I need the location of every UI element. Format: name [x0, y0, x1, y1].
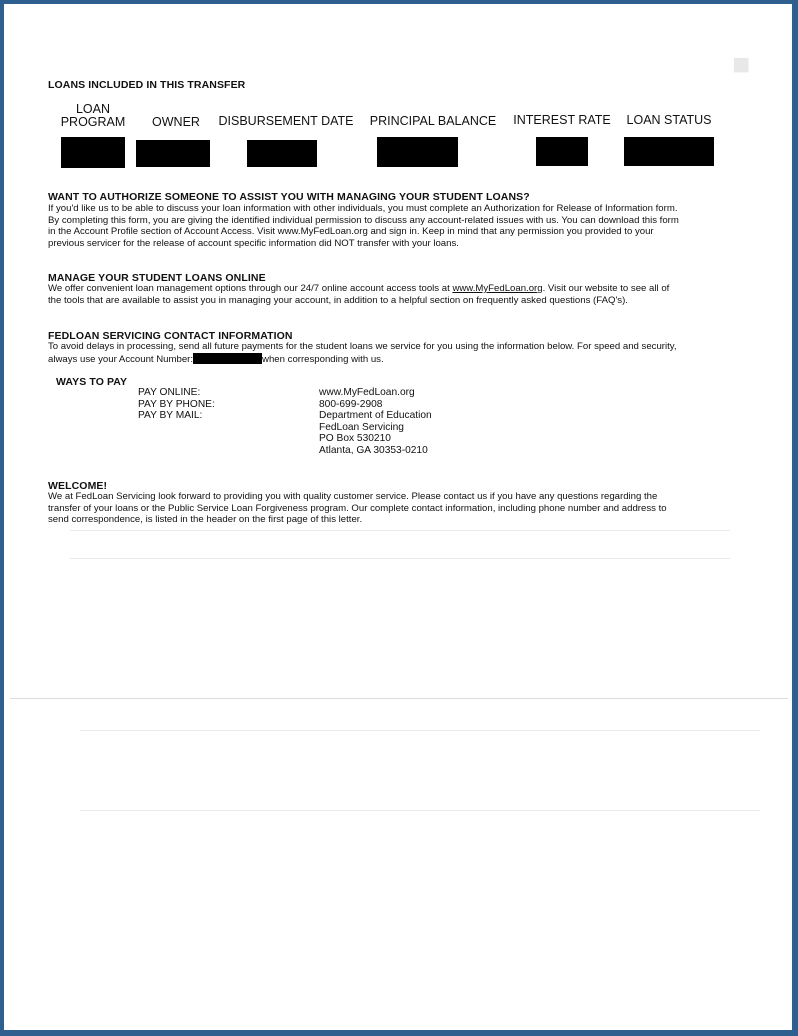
- text-line: By completing this form, you are giving the identified individual permission to discuss any account-related issues with us. You can download this form: [48, 214, 679, 226]
- col-principal-balance: PRINCIPAL BALANCE: [369, 114, 497, 128]
- pay-phone-label: PAY BY PHONE:: [138, 398, 215, 410]
- text-line: the tools that are available to assist you in managing your account, in addition to a helpful section on frequently asked questions (FAQ's).: [48, 294, 628, 306]
- text-span: when corresponding with us.: [262, 353, 384, 365]
- col-loan-status: LOAN STATUS: [626, 113, 712, 127]
- text-line: in the Account Profile section of Account Access. Visit www.MyFedLoan.org and sign in. Keep in mind that any permission you provided to your: [48, 226, 654, 238]
- welcome-heading: WELCOME!: [48, 480, 108, 492]
- bleed-line: [80, 810, 760, 811]
- col-loan-program: [58, 103, 128, 129]
- pay-values: [319, 387, 432, 457]
- text-span: We offer convenient loan management options through our 24/7 online account access tools at: [48, 283, 453, 294]
- text-span: always use your Account Number:: [48, 353, 194, 365]
- pay-phone-value: 800-699-2908: [319, 398, 383, 410]
- account-number-redaction: [193, 353, 262, 364]
- bleed-line: [70, 558, 730, 559]
- redaction-box: [377, 137, 458, 167]
- manage-paragraph: [48, 283, 669, 306]
- contact-paragraph: [48, 341, 677, 365]
- mail-address-line: PO Box 530210: [319, 433, 391, 445]
- bleed-through-mark: ■: [732, 48, 751, 81]
- mail-address-line: Atlanta, GA 30353-0210: [319, 444, 428, 456]
- bleed-line: [10, 698, 788, 699]
- text-line: [48, 353, 677, 366]
- redaction-box: [247, 140, 317, 167]
- pay-mail-label: PAY BY MAIL:: [138, 410, 203, 422]
- text-line: If you'd like us to be able to discuss your loan information with other individuals, you must complete an Authorization for Release of Information form.: [48, 203, 678, 214]
- col-loan-label: LOAN: [75, 102, 111, 116]
- myfedloan-link[interactable]: www.MyFedLoan.org: [452, 283, 543, 294]
- bleed-line: [70, 530, 730, 531]
- text-line: We at FedLoan Servicing look forward to providing you with quality customer service. Please contact us if you have any questions regarding the: [48, 491, 658, 502]
- ways-to-pay-heading: WAYS TO PAY: [56, 376, 128, 388]
- col-interest-rate: INTEREST RATE: [513, 113, 611, 127]
- pay-online-label: PAY ONLINE:: [138, 387, 201, 398]
- authorize-paragraph: [48, 203, 679, 249]
- text-line: previous servicer for the release of account specific information did NOT transfer with your loans.: [48, 237, 459, 249]
- redaction-box: [624, 137, 714, 166]
- authorize-heading: WANT TO AUTHORIZE SOMEONE TO ASSIST YOU WITH MANAGING YOUR STUDENT LOANS?: [48, 191, 530, 203]
- welcome-paragraph: [48, 491, 667, 526]
- redaction-box: [61, 137, 125, 168]
- manage-heading: MANAGE YOUR STUDENT LOANS ONLINE: [48, 272, 266, 284]
- scanned-page: [10, 10, 788, 1026]
- loans-title: LOANS INCLUDED IN THIS TRANSFER: [48, 79, 246, 91]
- pay-online-value[interactable]: www.MyFedLoan.org: [319, 387, 415, 398]
- bleed-line: [80, 730, 760, 731]
- text-span: . Visit our website to see all of: [542, 283, 670, 294]
- contact-heading: FEDLOAN SERVICING CONTACT INFORMATION: [48, 330, 293, 342]
- text-line: send correspondence, is listed in the header on the first page of this letter.: [48, 514, 363, 526]
- mail-address-line: Department of Education: [319, 410, 432, 422]
- text-line: To avoid delays in processing, send all future payments for the student loans we service for you using the information below. For speed and security,: [48, 341, 677, 352]
- text-line: [48, 283, 669, 295]
- col-disbursement-date: DISBURSEMENT DATE: [218, 114, 354, 128]
- redaction-box: [136, 140, 210, 167]
- col-program-label: PROGRAM: [60, 115, 126, 129]
- text-line: transfer of your loans or the Public Service Loan Forgiveness program. Our complete contact information, including phone number and address to: [48, 502, 667, 514]
- mail-address-line: FedLoan Servicing: [319, 421, 404, 433]
- col-owner: OWNER: [152, 115, 200, 129]
- pay-labels: [138, 387, 215, 422]
- redaction-box: [536, 137, 588, 166]
